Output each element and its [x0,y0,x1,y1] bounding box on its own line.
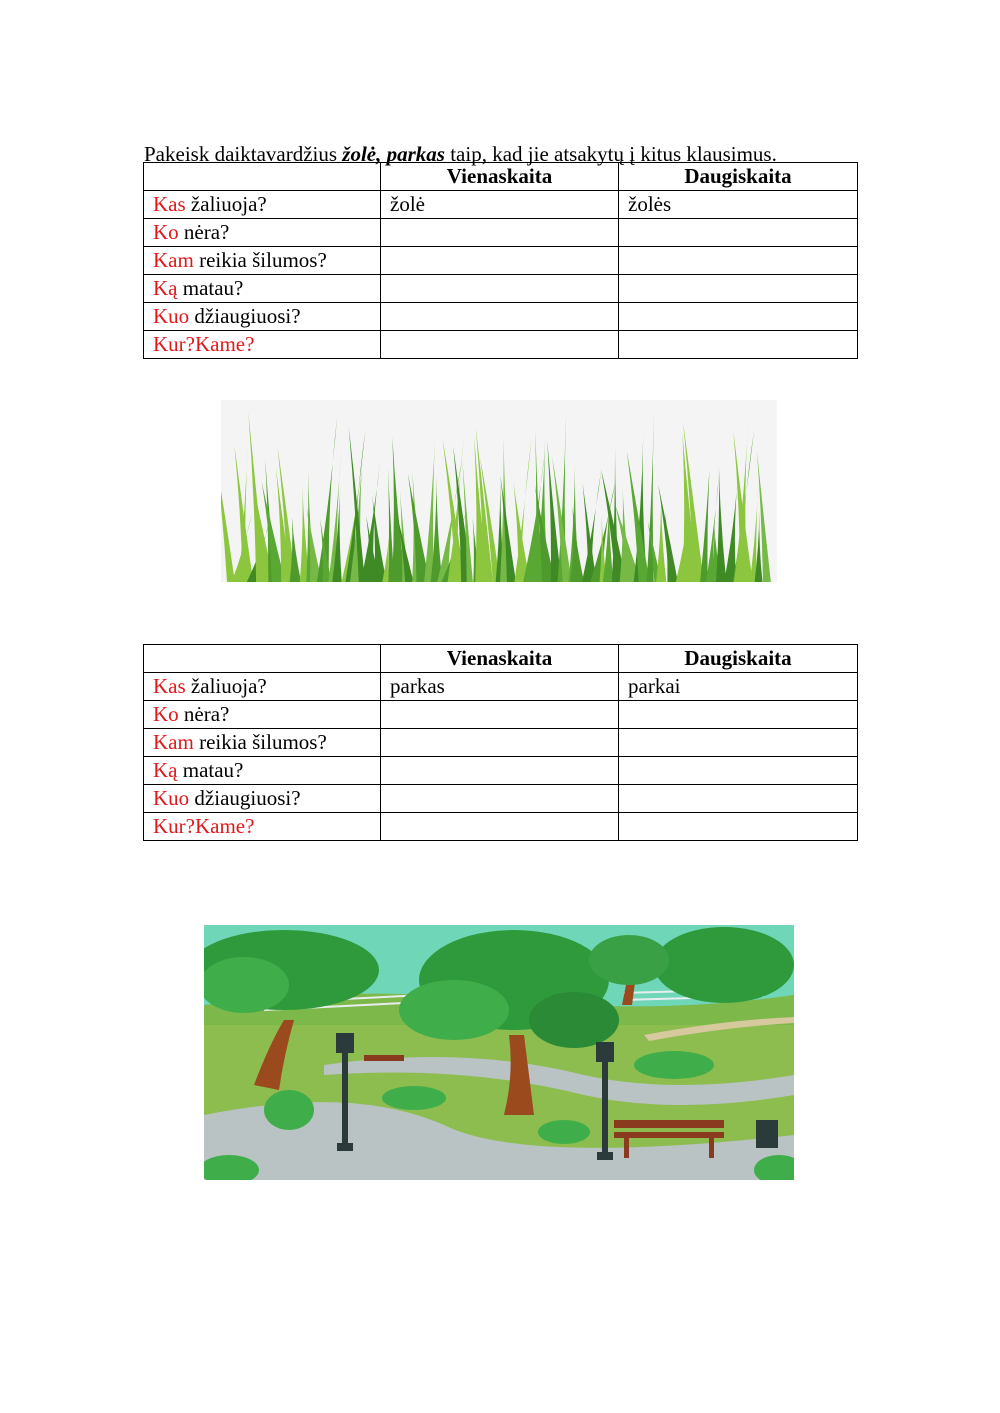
case-table-zole [143,162,858,359]
question-word: Kam [153,730,194,754]
question-word: Ko [153,220,179,244]
question-word: Kur?Kame? [153,814,255,838]
table-row [144,331,858,359]
question-word: Ko [153,702,179,726]
header-plural: Daugiskaita [619,645,858,673]
singular-cell[interactable]: žolė [381,191,619,219]
table-row [144,785,858,813]
table-row [144,247,858,275]
plural-cell[interactable] [619,785,858,813]
singular-cell[interactable] [381,701,619,729]
question-cell: Kam reikia šilumos? [144,729,381,757]
plural-cell[interactable]: žolės [619,191,858,219]
question-cell [144,331,381,359]
header-singular: Vienaskaita [381,645,619,673]
singular-cell[interactable] [381,247,619,275]
question-word: Ką [153,276,178,300]
singular-cell[interactable] [381,331,619,359]
question-word: Kam [153,248,194,272]
table-row [144,303,858,331]
plural-cell[interactable] [619,331,858,359]
question-word: Kas [153,192,186,216]
singular-cell[interactable] [381,729,619,757]
singular-cell[interactable] [381,275,619,303]
singular-cell[interactable]: parkas [381,673,619,701]
question-word: Kuo [153,786,190,810]
question-cell: Ką matau? [144,757,381,785]
instruction-emphasis: žolė, parkas [342,142,445,166]
plural-cell[interactable] [619,275,858,303]
instruction-text: Pakeisk daiktavardžius žolė, parkas taip, kad jie atsakytų į kitus klausimus. [144,142,777,166]
header-singular: Vienaskaita [381,163,619,191]
table-row [144,813,858,841]
plural-cell[interactable] [619,247,858,275]
question-word: Ką [153,758,178,782]
question-cell: Kas žaliuoja? [144,673,381,701]
table-row [144,757,858,785]
question-cell: Ko nėra? [144,701,381,729]
plural-cell[interactable]: parkai [619,673,858,701]
singular-cell[interactable] [381,813,619,841]
table-header-row [144,163,858,191]
question-cell: Ką matau? [144,275,381,303]
grass-illustration [221,400,777,582]
question-cell: Kuo džiaugiuosi? [144,785,381,813]
question-word: Kas [153,674,186,698]
header-plural: Daugiskaita [619,163,858,191]
table-header-row [144,645,858,673]
plural-cell[interactable] [619,757,858,785]
table-row [144,275,858,303]
park-illustration [204,925,794,1180]
question-cell: Kam reikia šilumos? [144,247,381,275]
table-row [144,729,858,757]
question-cell: Kas žaliuoja? [144,191,381,219]
plural-cell[interactable] [619,701,858,729]
plural-cell[interactable] [619,303,858,331]
plural-cell[interactable] [619,729,858,757]
case-table-parkas [143,644,858,841]
singular-cell[interactable] [381,785,619,813]
question-cell: Ko nėra? [144,219,381,247]
question-word: Kuo [153,304,190,328]
table-row [144,701,858,729]
plural-cell[interactable] [619,813,858,841]
table-row [144,219,858,247]
singular-cell[interactable] [381,757,619,785]
table-row [144,673,858,701]
header-cell-empty [144,645,381,673]
plural-cell[interactable] [619,219,858,247]
question-cell: Kuo džiaugiuosi? [144,303,381,331]
table-row [144,191,858,219]
header-cell-empty [144,163,381,191]
question-cell [144,813,381,841]
singular-cell[interactable] [381,219,619,247]
singular-cell[interactable] [381,303,619,331]
question-word: Kur?Kame? [153,332,255,356]
